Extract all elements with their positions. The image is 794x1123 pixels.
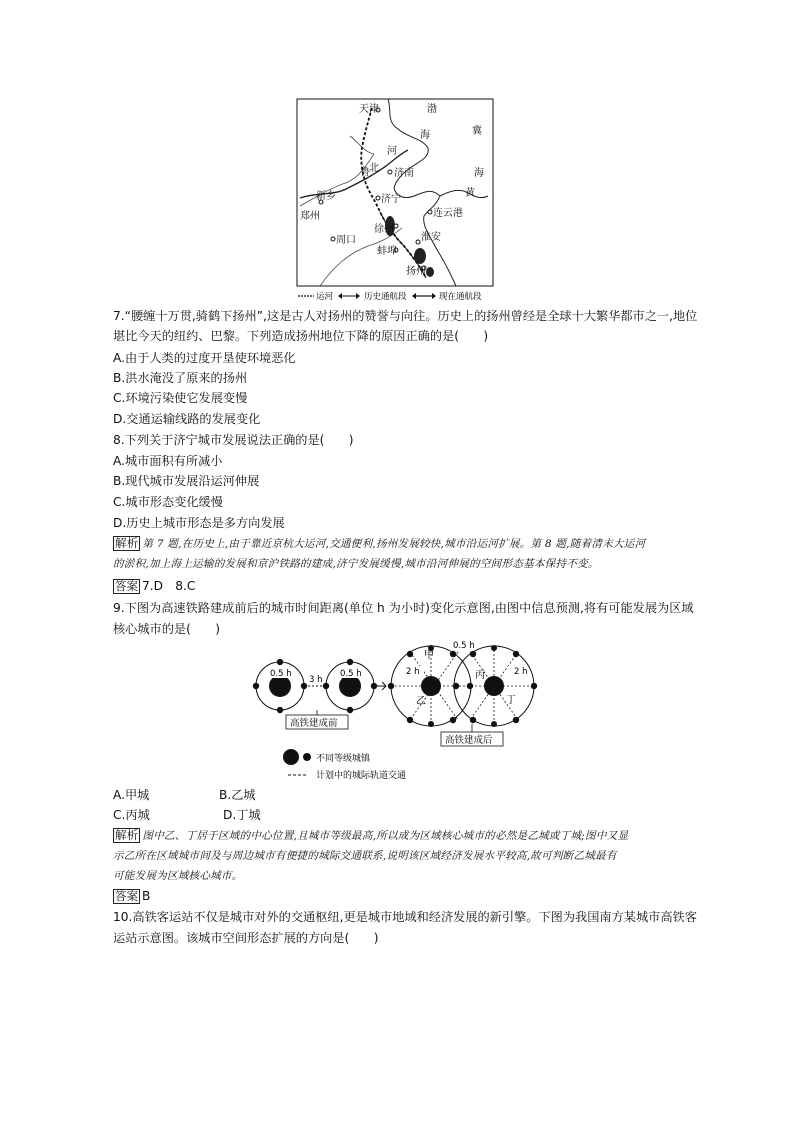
map-label-ji: 冀: [472, 126, 482, 137]
map-label-tianjin: 天津: [359, 104, 379, 115]
legend-towns: 不同等级城镇: [316, 754, 371, 764]
q7-option-c: C.环境污染使它发展变慢: [113, 391, 248, 405]
legend-current-navigation: 现在通航段: [439, 292, 482, 302]
explanation-tag: 解析: [115, 536, 139, 550]
q9-option-c: C.丙城: [113, 808, 150, 822]
map-label-bengbu: 蚌埠: [377, 246, 397, 257]
answer-q7-q8: 答案 7.D 8.C: [115, 579, 196, 593]
city-label-bing: 丙: [475, 670, 485, 681]
q9-stem: 9.下图为高速铁路建成前后的城市时间距离(单位 h 为小时)变化示意图,由图中信息预测,将有可能发展为区域: [113, 601, 694, 615]
map-label-haisea: 海: [474, 168, 484, 179]
q10-stem-cont: 运站示意图。该城市空间形态扩展的方向是( ): [113, 931, 379, 945]
answer-tag: 答案: [115, 579, 138, 593]
q7-option-b: B.洪水淹没了原来的扬州: [113, 371, 248, 385]
q7-stem-cont: 堪比今天的纽约、巴黎。下列造成扬州地位下降的原因正确的是( ): [113, 329, 489, 343]
radius-label-left: 0.5 h: [270, 669, 292, 679]
answer-tag: 答案: [115, 889, 138, 903]
city-label-ding: 丁: [506, 695, 516, 706]
map-label-lianyungang: 连云港: [433, 208, 463, 219]
q9-option-d: D.丁城: [223, 808, 261, 822]
radius-2h-right: 2 h: [514, 667, 528, 677]
q8-option-d: D.历史上城市形态是多方向发展: [113, 516, 285, 530]
q7-option-a: A.由于人类的过度开垦使环境恶化: [113, 351, 296, 365]
map-label-hebei: 北: [369, 163, 379, 174]
map-label-yangzhou: 扬州: [406, 266, 426, 277]
map-label-jinan: 济南: [394, 168, 414, 179]
q8-option-a: A.城市面积有所减小: [113, 454, 223, 468]
explanation-q9: 解析 图中乙、丁居于区域的中心位置,且城市等级最高,所以成为区域核心城市的必然是乙城或丁城;图中又显 示乙所在区域城市间及与周边城市有便捷的城际交通联系,说明该区域经济发展水平较高,故可判断乙城最有 可能发展为区域核心城市。: [113, 828, 629, 882]
label-after-hsr: 高铁建成后: [445, 735, 493, 746]
q8-option-b: B.现代城市发展沿运河伸展: [113, 474, 260, 488]
label-before-hsr: 高铁建成前: [290, 718, 338, 729]
q7-stem: 7.“腰缠十万贯,骑鹤下扬州”,这是古人对扬州的赞誉与向往。历史上的扬州曾经是全球十大繁华都市之一,地位: [113, 309, 698, 323]
explanation-q7-q8: 解析 第 7 题,在历史上,由于靠近京杭大运河,交通便利,扬州发展较快,城市沿运河扩展。第 8 题,随着清末大运河 的淤积,加上海上运输的发展和京沪铁路的建成,济宁发展缓慢,城市沿河伸展的空间形态基本保持不变。: [113, 536, 646, 570]
map-label-zhengzhou: 郑州: [300, 211, 320, 222]
grand-canal-map: [290, 96, 500, 308]
top-distance-label: 0.5 h: [453, 641, 475, 651]
q10-stem: 10.高铁客运站不仅是城市对外的交通枢纽,更是城市地域和经济发展的新引擎。下图为我国南方某城市高铁客: [113, 910, 697, 924]
legend-planned-rail: 计划中的城际轨道交通: [316, 771, 407, 781]
map-label-xinxiang: 新乡: [316, 191, 336, 202]
radius-2h-left: 2 h: [406, 667, 420, 677]
map-label-bohai: 海: [420, 130, 430, 141]
radius-label-right: 0.5 h: [340, 669, 362, 679]
map-label-lu: 鲁: [360, 167, 370, 178]
q9-option-b: B.乙城: [219, 788, 256, 802]
map-label-huaian: 淮安: [421, 232, 441, 243]
city-label-jia: 甲: [424, 650, 434, 661]
answer-q9: 答案 B: [115, 889, 151, 903]
map-label-bohai: 渤: [427, 104, 437, 115]
q8-stem: 8.下列关于济宁城市发展说法正确的是( ): [113, 433, 354, 447]
map-label-xuzhou: 徐州: [374, 224, 394, 235]
map-label-huang: 黄: [465, 188, 475, 199]
distance-label-3h: 3 h: [309, 675, 323, 685]
map-label-jining: 济宁: [381, 194, 401, 205]
map-label-zhoukou: 周口: [336, 235, 356, 246]
hsr-time-distance-diagram: [248, 640, 548, 785]
q7-option-d: D.交通运输线路的发展变化: [113, 412, 261, 426]
city-label-yi: 乙: [416, 696, 426, 707]
q8-option-c: C.城市形态变化缓慢: [113, 495, 223, 509]
explanation-tag: 解析: [115, 828, 139, 842]
map-label-hebei: 河: [387, 146, 397, 157]
q9-stem-cont: 核心城市的是( ): [113, 622, 221, 636]
legend-canal: 运河: [316, 292, 334, 302]
q9-options-row1: [113, 785, 256, 805]
q9-option-a: A.甲城: [113, 788, 150, 802]
legend-historic-navigation: 历史通航段: [364, 292, 407, 302]
q9-options-row2: [113, 805, 261, 825]
